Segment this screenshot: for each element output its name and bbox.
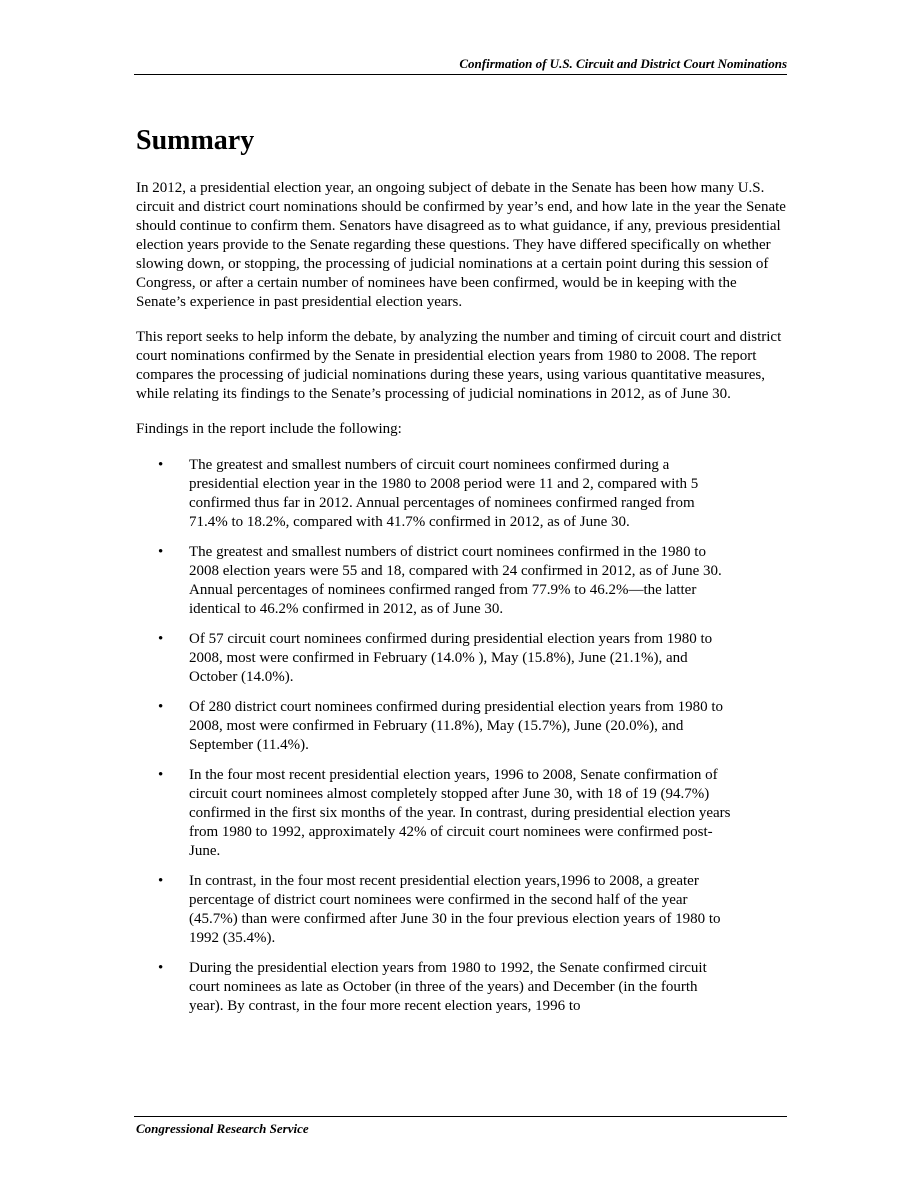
finding-text: During the presidential election years from 1980 to 1992, the Senate confirmed circuit court nominees as late as October (in three of the years) and December (in the fourth year). By contrast, in the four more recent election years, 1996 to: [189, 960, 707, 1014]
finding-item: [136, 959, 734, 1016]
purpose-paragraph: This report seeks to help inform the debate, by analyzing the number and timing of circuit court and district court nominations confirmed by the Senate in presidential election years from 1980 to 2008. The report compares the processing of judicial nominations during these years, using various quantitative measures, while relating its findings to the Senate’s processing of judicial nominations in 2012, as of June 30.: [136, 329, 782, 402]
finding-text: Of 57 circuit court nominees confirmed during presidential election years from 1980 to 2008, most were confirmed in February (14.0% ), May (15.8%), June (21.1%), and October (14.0%).: [189, 631, 713, 685]
page-content: [136, 123, 787, 1027]
intro-paragraph: In 2012, a presidential election year, an ongoing subject of debate in the Senate has been how many U.S. circuit and district court nominations should be confirmed by year’s end, and how late in the year the Senate should continue to confirm them. Senators have disagreed as to what guidance, if any, previous presidential election years provide to the Senate regarding these questions. They have differed specifically on whether slowing down, or stopping, the processing of judicial nominations at a certain point during this session of Congress, or after a certain number of nominees have been confirmed, would be in keeping with the Senate’s experience in past presidential election years.: [136, 180, 786, 310]
footer-rule: [134, 1116, 787, 1117]
finding-text: In contrast, in the four most recent presidential election years,1996 to 2008, a greater percentage of district court nominees were confirmed in the second half of the year (45.7%) than were confirmed after June 30 in the four previous election years of 1980 to 1992 (35.4%).: [189, 873, 721, 946]
finding-text: In the four most recent presidential election years, 1996 to 2008, Senate confirmation of circuit court nominees almost completely stopped after June 30, with 18 of 19 (94.7%) confirmed in the first six months of the year. In contrast, during presidential election years from 1980 to 1992, approximately 42% of circuit court nominees were confirmed post-June.: [189, 767, 731, 859]
finding-text: The greatest and smallest numbers of district court nominees confirmed in the 1980 to 2008 election years were 55 and 18, compared with 24 confirmed in 2012, as of June 30. Annual percentages of nominees confirmed ranged from 77.9% to 46.2%—the latter identical to 46.2% confirmed in 2012, as of June 30.: [189, 544, 722, 617]
header-rule: [134, 74, 787, 75]
bullet-icon: •: [158, 767, 164, 783]
running-footer: Congressional Research Service: [136, 1121, 309, 1136]
findings-lead-paragraph: Findings in the report include the following:: [136, 421, 402, 437]
bullet-icon: •: [158, 544, 164, 560]
bullet-icon: •: [158, 699, 164, 715]
bullet-icon: •: [158, 960, 164, 976]
bullet-icon: •: [158, 457, 164, 473]
finding-item: [136, 456, 734, 532]
running-header: Confirmation of U.S. Circuit and District Court Nominations: [459, 56, 787, 71]
finding-item: [136, 872, 734, 948]
finding-item: [136, 766, 734, 861]
finding-item: [136, 698, 734, 755]
findings-list: [136, 456, 787, 1016]
finding-text: Of 280 district court nominees confirmed during presidential election years from 1980 to 2008, most were confirmed in February (11.8%), May (15.7%), June (20.0%), and September (11.4%).: [189, 699, 724, 753]
bullet-icon: •: [158, 631, 164, 647]
section-title: Summary: [136, 125, 255, 156]
finding-item: [136, 630, 734, 687]
finding-text: The greatest and smallest numbers of circuit court nominees confirmed during a presidential election year in the 1980 to 2008 period were 11 and 2, compared with 5 confirmed thus far in 2012. Annual percentages of nominees confirmed ranged from 71.4% to 18.2%, compared with 41.7% confirmed in 2012, as of June 30.: [189, 457, 699, 530]
bullet-icon: •: [158, 873, 164, 889]
finding-item: [136, 543, 734, 619]
